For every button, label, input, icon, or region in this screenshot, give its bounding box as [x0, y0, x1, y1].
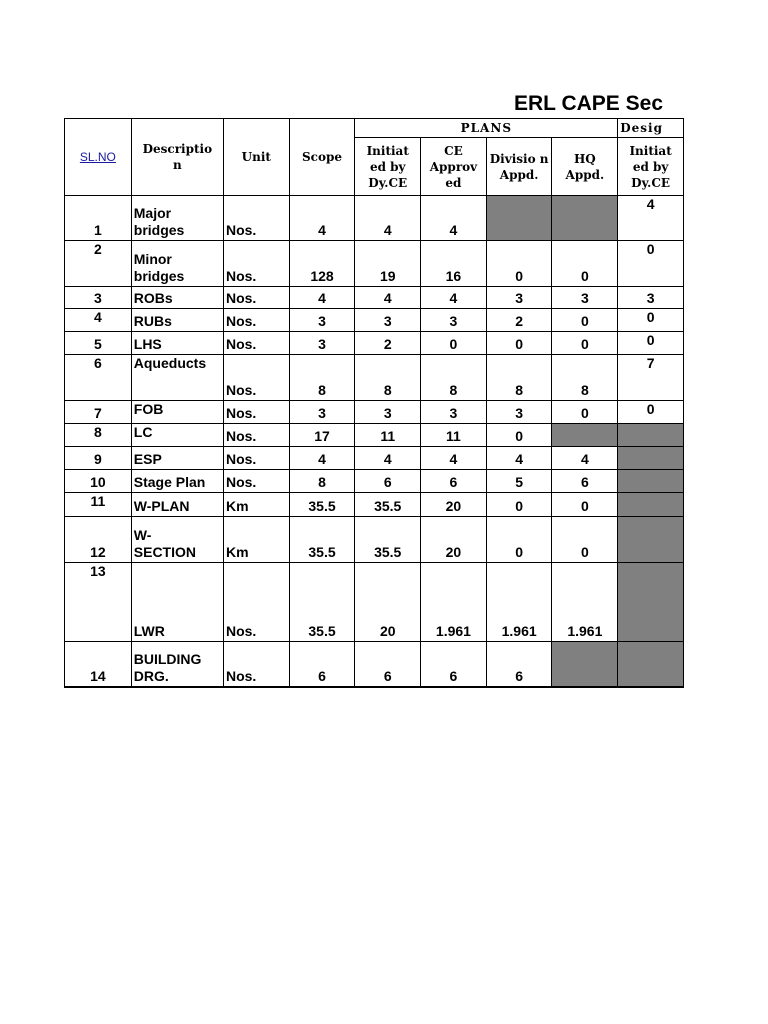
row-design-initiated: 0 [618, 401, 684, 424]
row-initiated: 35.5 [355, 493, 421, 517]
row-initiated: 11 [355, 424, 421, 447]
row-scope: 6 [289, 642, 355, 687]
row-description: ROBs [131, 287, 223, 309]
row-description: Minor bridges [131, 241, 223, 287]
row-ce-approved: 20 [421, 517, 487, 563]
row-hq-appd: 8 [552, 355, 618, 401]
row-initiated: 4 [355, 287, 421, 309]
row-unit: Km [223, 493, 289, 517]
row-sl: 6 [65, 355, 132, 401]
row-division-appd: 2 [486, 309, 552, 332]
row-hq-appd: 3 [552, 287, 618, 309]
row-sl: 3 [65, 287, 132, 309]
row-description: W- SECTION [131, 517, 223, 563]
row-scope: 3 [289, 401, 355, 424]
row-sl: 2 [65, 241, 132, 287]
header-plans-hq-appd: HQ Appd. [552, 138, 618, 196]
row-sl: 9 [65, 447, 132, 470]
row-division-appd: 4 [486, 447, 552, 470]
row-unit: Nos. [223, 470, 289, 493]
row-initiated: 4 [355, 196, 421, 241]
row-ce-approved: 0 [421, 332, 487, 355]
row-division-appd: 0 [486, 493, 552, 517]
row-description: W-PLAN [131, 493, 223, 517]
page-title: ERL CAPE Sec [514, 92, 663, 115]
row-scope: 3 [289, 332, 355, 355]
row-unit: Nos. [223, 424, 289, 447]
row-division-appd: 0 [486, 241, 552, 287]
row-scope: 8 [289, 355, 355, 401]
row-ce-approved: 4 [421, 287, 487, 309]
row-scope: 35.5 [289, 563, 355, 642]
row-unit: Nos. [223, 287, 289, 309]
row-sl: 12 [65, 517, 132, 563]
row-initiated: 6 [355, 470, 421, 493]
row-design-initiated: 0 [618, 241, 684, 287]
row-division-appd: 1.961 [486, 563, 552, 642]
row-ce-approved: 1.961 [421, 563, 487, 642]
row-description: RUBs [131, 309, 223, 332]
progress-table [64, 118, 684, 688]
row-hq-appd: 1.961 [552, 563, 618, 642]
table-row [65, 401, 684, 424]
spreadsheet-grid [64, 118, 672, 688]
row-hq-appd: 0 [552, 332, 618, 355]
table-row [65, 287, 684, 309]
row-initiated: 19 [355, 241, 421, 287]
row-initiated: 8 [355, 355, 421, 401]
row-ce-approved: 16 [421, 241, 487, 287]
table-row [65, 447, 684, 470]
header-design-group: Desig [618, 119, 684, 138]
row-description: Stage Plan [131, 470, 223, 493]
row-unit: Nos. [223, 401, 289, 424]
row-design-initiated: 3 [618, 287, 684, 309]
row-scope: 4 [289, 287, 355, 309]
header-plans-initiated: Initiat ed by Dy.CE [355, 138, 421, 196]
row-scope: 17 [289, 424, 355, 447]
row-ce-approved: 6 [421, 470, 487, 493]
row-hq-appd [552, 642, 618, 687]
header-description: Descriptio n [131, 119, 223, 196]
row-sl: 13 [65, 563, 132, 642]
row-division-appd: 0 [486, 424, 552, 447]
row-initiated: 2 [355, 332, 421, 355]
row-initiated: 35.5 [355, 517, 421, 563]
row-description: ESP [131, 447, 223, 470]
row-hq-appd: 6 [552, 470, 618, 493]
row-description: FOB [131, 401, 223, 424]
table-row [65, 470, 684, 493]
row-design-initiated [618, 470, 684, 493]
row-sl: 7 [65, 401, 132, 424]
row-initiated: 6 [355, 642, 421, 687]
row-design-initiated [618, 517, 684, 563]
row-hq-appd: 0 [552, 401, 618, 424]
row-design-initiated [618, 563, 684, 642]
row-division-appd: 8 [486, 355, 552, 401]
row-scope: 4 [289, 196, 355, 241]
table-row [65, 493, 684, 517]
header-plans-division-appd: Divisio n Appd. [486, 138, 552, 196]
row-division-appd: 5 [486, 470, 552, 493]
row-hq-appd [552, 196, 618, 241]
row-unit: Nos. [223, 642, 289, 687]
row-division-appd: 0 [486, 332, 552, 355]
row-hq-appd: 0 [552, 517, 618, 563]
table-row [65, 196, 684, 241]
row-unit: Nos. [223, 447, 289, 470]
table-row [65, 642, 684, 687]
row-division-appd: 3 [486, 287, 552, 309]
row-initiated: 3 [355, 401, 421, 424]
header-scope: Scope [289, 119, 355, 196]
row-design-initiated: 0 [618, 309, 684, 332]
row-design-initiated [618, 447, 684, 470]
header-design-initiated: Initiat ed by Dy.CE [618, 138, 684, 196]
row-division-appd [486, 196, 552, 241]
row-ce-approved: 6 [421, 642, 487, 687]
row-design-initiated: 4 [618, 196, 684, 241]
row-hq-appd [552, 424, 618, 447]
row-design-initiated [618, 493, 684, 517]
row-ce-approved: 4 [421, 196, 487, 241]
row-scope: 4 [289, 447, 355, 470]
row-division-appd: 0 [486, 517, 552, 563]
row-description: LHS [131, 332, 223, 355]
row-scope: 35.5 [289, 493, 355, 517]
row-ce-approved: 3 [421, 401, 487, 424]
row-sl: 1 [65, 196, 132, 241]
row-ce-approved: 8 [421, 355, 487, 401]
row-design-initiated: 0 [618, 332, 684, 355]
row-description: LWR [131, 563, 223, 642]
row-unit: Nos. [223, 309, 289, 332]
row-division-appd: 6 [486, 642, 552, 687]
row-ce-approved: 4 [421, 447, 487, 470]
header-unit: Unit [223, 119, 289, 196]
row-unit: Nos. [223, 332, 289, 355]
row-design-initiated [618, 424, 684, 447]
row-hq-appd: 4 [552, 447, 618, 470]
header-plans-group: PLANS [355, 119, 618, 138]
table-row [65, 355, 684, 401]
header-plans-ce-approved: CE Approv ed [421, 138, 487, 196]
table-row [65, 332, 684, 355]
row-division-appd: 3 [486, 401, 552, 424]
row-scope: 3 [289, 309, 355, 332]
row-sl: 11 [65, 493, 132, 517]
row-design-initiated: 7 [618, 355, 684, 401]
row-unit: Nos. [223, 355, 289, 401]
row-scope: 128 [289, 241, 355, 287]
row-initiated: 3 [355, 309, 421, 332]
row-scope: 8 [289, 470, 355, 493]
row-unit: Km [223, 517, 289, 563]
row-hq-appd: 0 [552, 493, 618, 517]
row-initiated: 20 [355, 563, 421, 642]
row-initiated: 4 [355, 447, 421, 470]
header-sl-no[interactable]: SL.NO [65, 119, 132, 196]
row-ce-approved: 3 [421, 309, 487, 332]
row-description: LC [131, 424, 223, 447]
row-ce-approved: 20 [421, 493, 487, 517]
row-unit: Nos. [223, 563, 289, 642]
row-description: Major bridges [131, 196, 223, 241]
row-description: Aqueducts [131, 355, 223, 401]
row-sl: 14 [65, 642, 132, 687]
row-design-initiated [618, 642, 684, 687]
row-hq-appd: 0 [552, 309, 618, 332]
table-row [65, 241, 684, 287]
table-row [65, 309, 684, 332]
row-sl: 4 [65, 309, 132, 332]
table-row [65, 563, 684, 642]
row-scope: 35.5 [289, 517, 355, 563]
row-description: BUILDING DRG. [131, 642, 223, 687]
table-row [65, 424, 684, 447]
row-sl: 5 [65, 332, 132, 355]
row-ce-approved: 11 [421, 424, 487, 447]
row-unit: Nos. [223, 196, 289, 241]
row-sl: 10 [65, 470, 132, 493]
row-sl: 8 [65, 424, 132, 447]
table-row [65, 517, 684, 563]
row-hq-appd: 0 [552, 241, 618, 287]
row-unit: Nos. [223, 241, 289, 287]
